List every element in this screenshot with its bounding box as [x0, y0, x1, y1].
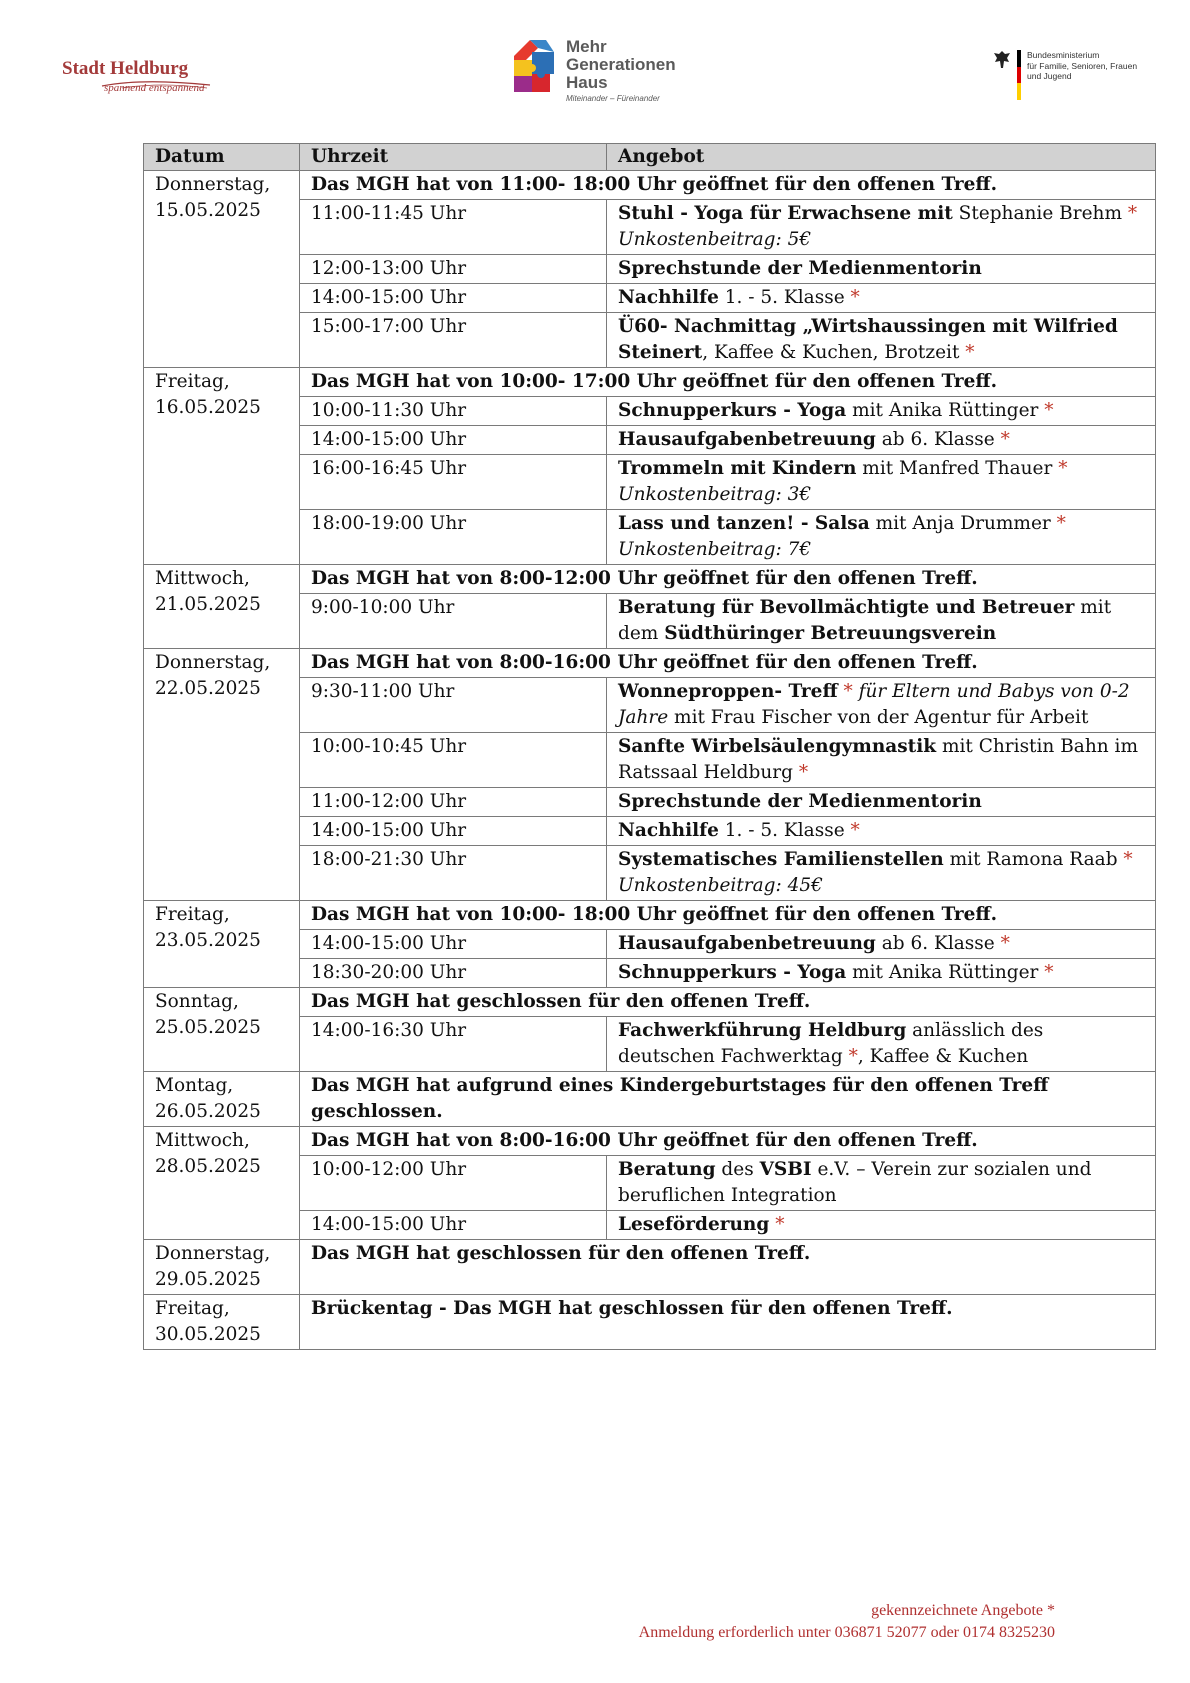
event-time: 9:00-10:00 Uhr [300, 594, 607, 649]
table-row [144, 1240, 1156, 1295]
day-name: Sonntag, [155, 991, 239, 1012]
day-date: 23.05.2025 [155, 930, 261, 951]
event-offer [607, 930, 1156, 959]
stadt-heldburg-logo [62, 58, 205, 94]
bmf-line1: Bundesministerium [1027, 50, 1100, 60]
table-row [144, 1295, 1156, 1350]
opening-status: Das MGH hat geschlossen für den offenen Treff. [300, 988, 1156, 1017]
day-date: 30.05.2025 [155, 1324, 261, 1345]
schedule-table [143, 143, 1156, 1350]
date-cell [144, 988, 300, 1072]
event-time: 14:00-15:00 Uhr [300, 284, 607, 313]
event-offer [607, 255, 1156, 284]
event-time: 14:00-15:00 Uhr [300, 817, 607, 846]
col-date-header: Datum [144, 144, 300, 171]
required-star: * [792, 762, 809, 783]
event-text: ab 6. Klasse [875, 429, 995, 450]
table-row [144, 171, 1156, 200]
required-star: * [1117, 849, 1133, 870]
event-offer [607, 455, 1156, 510]
event-fee: Unkostenbeitrag: 7€ [618, 539, 812, 560]
event-text: , Kaffee & Kuchen, Brotzeit [702, 342, 960, 363]
event-title: Hausaufgabenbetreuung [618, 429, 876, 450]
table-row [144, 1127, 1156, 1156]
event-text-2: , Kaffee & Kuchen [857, 1046, 1029, 1067]
event-offer [607, 733, 1156, 788]
event-offer [607, 397, 1156, 426]
event-title-2: VSBI [759, 1159, 812, 1180]
required-star: * [1038, 962, 1054, 983]
opening-status: Das MGH hat von 8:00-16:00 Uhr geöffnet für den offenen Treff. [300, 649, 1156, 678]
event-title: Hausaufgabenbetreuung [618, 933, 876, 954]
day-name: Freitag, [155, 1298, 230, 1319]
event-fee: Unkostenbeitrag: 45€ [618, 875, 823, 896]
stadt-tagline: spannend entspannend [104, 82, 205, 94]
event-offer [607, 817, 1156, 846]
event-title: Schnupperkurs - Yoga [618, 400, 847, 421]
day-name: Montag, [155, 1075, 234, 1096]
day-name: Donnerstag, [155, 174, 271, 195]
required-star: * [842, 1046, 858, 1067]
event-offer [607, 788, 1156, 817]
swoosh-decoration [62, 80, 212, 90]
event-time: 16:00-16:45 Uhr [300, 455, 607, 510]
event-offer [607, 510, 1156, 565]
event-text: anlässlich des deutschen Fachwerktag [618, 1020, 1044, 1067]
table-row [144, 565, 1156, 594]
required-star: * [994, 933, 1010, 954]
event-text: mit Anika Rüttinger [846, 400, 1039, 421]
house-puzzle-icon [510, 38, 558, 94]
event-offer [607, 1211, 1156, 1240]
day-date: 26.05.2025 [155, 1101, 261, 1122]
required-star: * [1050, 513, 1066, 534]
event-title: Stuhl - Yoga für Erwachsene mit [618, 203, 953, 224]
table-row [144, 901, 1156, 930]
required-star: * [994, 429, 1010, 450]
day-name: Mittwoch, [155, 568, 250, 589]
required-star: * [1038, 400, 1054, 421]
event-title: Fachwerkführung Heldburg [618, 1020, 907, 1041]
col-offer-header: Angebot [607, 144, 1156, 171]
event-text: mit Manfred Thauer [856, 458, 1053, 479]
day-date: 28.05.2025 [155, 1156, 261, 1177]
event-title: Sanfte Wirbelsäulengymnastik [618, 736, 937, 757]
event-offer [607, 846, 1156, 901]
event-title: Beratung [618, 1159, 716, 1180]
event-text-2: mit Frau Fischer von der Agentur für Arbeit [668, 707, 1089, 728]
opening-status: Das MGH hat von 11:00- 18:00 Uhr geöffnet für den offenen Treff. [300, 171, 1156, 200]
event-text: des [715, 1159, 760, 1180]
event-title: Lass und tanzen! - Salsa [618, 513, 870, 534]
day-date: 25.05.2025 [155, 1017, 261, 1038]
date-cell [144, 171, 300, 368]
event-time: 12:00-13:00 Uhr [300, 255, 607, 284]
date-cell [144, 1295, 300, 1350]
day-name: Freitag, [155, 371, 230, 392]
event-title: Nachhilfe [618, 820, 719, 841]
mgh-line3: Haus [566, 73, 608, 92]
event-time: 10:00-10:45 Uhr [300, 733, 607, 788]
event-title: Trommeln mit Kindern [618, 458, 857, 479]
event-time: 15:00-17:00 Uhr [300, 313, 607, 368]
event-time: 11:00-11:45 Uhr [300, 200, 607, 255]
event-time: 18:00-21:30 Uhr [300, 846, 607, 901]
day-date: 15.05.2025 [155, 200, 261, 221]
opening-status: Brückentag - Das MGH hat geschlossen für den offenen Treff. [300, 1295, 1156, 1350]
event-title: Sprechstunde der Medienmentorin [618, 258, 982, 279]
event-text: 1. - 5. Klasse [718, 287, 845, 308]
day-date: 21.05.2025 [155, 594, 261, 615]
event-offer [607, 594, 1156, 649]
required-star: * [1052, 458, 1068, 479]
event-text: mit Ramona Raab [943, 849, 1118, 870]
day-date: 29.05.2025 [155, 1269, 261, 1290]
required-star: * [959, 342, 975, 363]
event-text: mit dem [618, 597, 1112, 644]
day-name: Freitag, [155, 904, 230, 925]
table-header-row [144, 144, 1156, 171]
event-offer [607, 426, 1156, 455]
event-fee: Unkostenbeitrag: 3€ [618, 484, 812, 505]
footer-line2: Anmeldung erforderlich unter 036871 52077 oder 0174 8325230 [638, 1624, 1055, 1641]
event-time: 14:00-15:00 Uhr [300, 930, 607, 959]
event-title: Leseförderung [618, 1214, 770, 1235]
date-cell [144, 1240, 300, 1295]
page-header [0, 0, 1190, 120]
date-cell [144, 649, 300, 901]
opening-status: Das MGH hat von 10:00- 17:00 Uhr geöffnet für den offenen Treff. [300, 368, 1156, 397]
day-name: Donnerstag, [155, 1243, 271, 1264]
event-time: 14:00-15:00 Uhr [300, 426, 607, 455]
event-text: ab 6. Klasse [875, 933, 995, 954]
event-offer [607, 313, 1156, 368]
date-cell [144, 1072, 300, 1127]
event-title: Wonneproppen- Treff [618, 681, 838, 702]
event-fee: Unkostenbeitrag: 5€ [618, 229, 812, 250]
event-text: Stephanie Brehm [952, 203, 1122, 224]
event-text-2: e.V. – Verein zur sozialen und beruflichen Integration [618, 1159, 1092, 1206]
date-cell [144, 368, 300, 565]
required-star: * [844, 287, 860, 308]
required-star: * [844, 820, 860, 841]
event-time: 18:30-20:00 Uhr [300, 959, 607, 988]
event-title: Beratung für Bevollmächtigte und Betreuer [618, 597, 1075, 618]
event-title: Ü60- Nachmittag „Wirtshaussingen mit Wilfried Steinert [618, 316, 1118, 363]
date-cell [144, 1127, 300, 1240]
event-time: 9:30-11:00 Uhr [300, 678, 607, 733]
footer-line1: gekennzeichnete Angebote * [871, 1602, 1055, 1619]
event-text: 1. - 5. Klasse [718, 820, 845, 841]
event-time: 11:00-12:00 Uhr [300, 788, 607, 817]
event-offer [607, 200, 1156, 255]
col-time-header: Uhrzeit [300, 144, 607, 171]
event-offer [607, 678, 1156, 733]
required-star: * [837, 681, 853, 702]
day-date: 22.05.2025 [155, 678, 261, 699]
event-text: mit Anika Rüttinger [846, 962, 1039, 983]
event-offer [607, 959, 1156, 988]
event-time: 14:00-15:00 Uhr [300, 1211, 607, 1240]
opening-status: Das MGH hat geschlossen für den offenen Treff. [300, 1240, 1156, 1295]
opening-status: Das MGH hat von 8:00-12:00 Uhr geöffnet für den offenen Treff. [300, 565, 1156, 594]
day-name: Donnerstag, [155, 652, 271, 673]
event-time: 10:00-12:00 Uhr [300, 1156, 607, 1211]
mgh-logo [510, 38, 676, 103]
day-date: 16.05.2025 [155, 397, 261, 418]
bmfsfj-logo [993, 50, 1137, 100]
event-audience: für Eltern und Babys von 0-2 Jahre [618, 681, 1130, 728]
event-title: Nachhilfe [618, 287, 719, 308]
event-offer [607, 1017, 1156, 1072]
stadt-name: Stadt Heldburg [62, 58, 189, 79]
event-title-2: Südthüringer Betreuungsverein [664, 623, 997, 644]
footer-note [639, 1600, 1055, 1644]
event-time: 10:00-11:30 Uhr [300, 397, 607, 426]
event-title: Sprechstunde der Medienmentorin [618, 791, 982, 812]
event-title: Systematisches Familienstellen [618, 849, 944, 870]
table-row [144, 988, 1156, 1017]
mgh-line1: Mehr [566, 37, 607, 56]
date-cell [144, 901, 300, 988]
bmf-line3: und Jugend [1027, 71, 1072, 81]
event-time: 18:00-19:00 Uhr [300, 510, 607, 565]
eagle-icon [993, 50, 1011, 70]
required-star: * [769, 1214, 785, 1235]
bmf-line2: für Familie, Senioren, Frauen [1027, 60, 1138, 71]
event-text: mit Anja Drummer [869, 513, 1051, 534]
table-row [144, 649, 1156, 678]
event-title: Schnupperkurs - Yoga [618, 962, 847, 983]
table-row [144, 1072, 1156, 1127]
table-row [144, 368, 1156, 397]
opening-status: Das MGH hat von 10:00- 18:00 Uhr geöffnet für den offenen Treff. [300, 901, 1156, 930]
opening-status: Das MGH hat aufgrund eines Kindergeburtstages für den offenen Treff geschlossen. [300, 1072, 1156, 1127]
german-flag-icon [1017, 50, 1021, 100]
event-time: 14:00-16:30 Uhr [300, 1017, 607, 1072]
event-text: mit Christin Bahn im Ratssaal Heldburg [618, 736, 1138, 783]
date-cell [144, 565, 300, 649]
event-offer [607, 284, 1156, 313]
mgh-line2: Generationen [566, 55, 676, 74]
day-name: Mittwoch, [155, 1130, 250, 1151]
mgh-tagline: Miteinander – Füreinander [566, 94, 660, 103]
event-offer [607, 1156, 1156, 1211]
opening-status: Das MGH hat von 8:00-16:00 Uhr geöffnet für den offenen Treff. [300, 1127, 1156, 1156]
required-star: * [1122, 203, 1138, 224]
